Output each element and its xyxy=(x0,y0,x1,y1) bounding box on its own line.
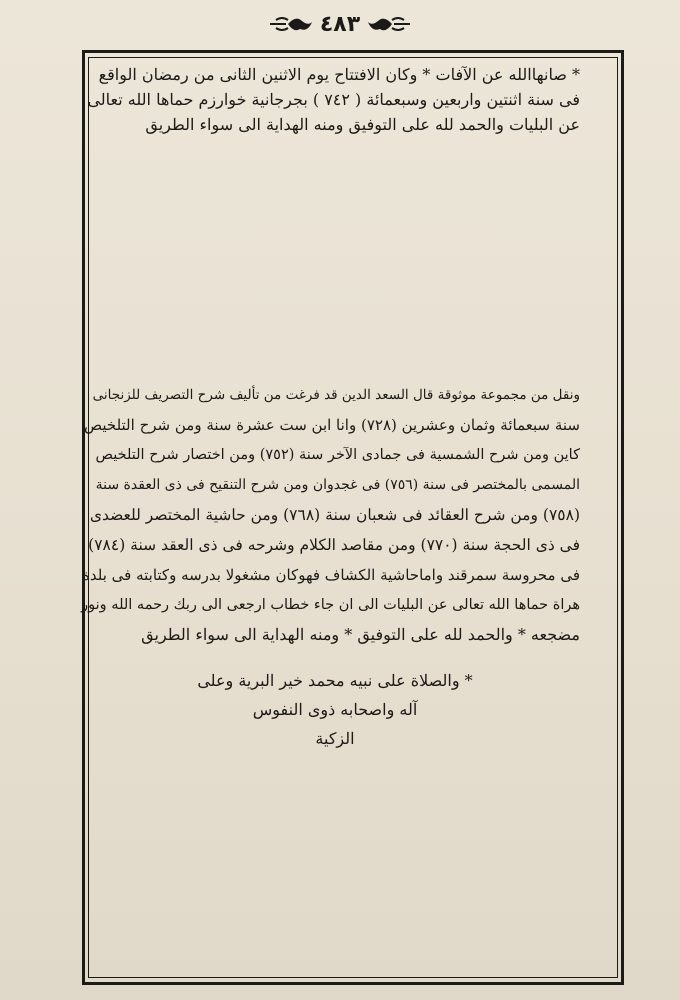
closing-paragraph xyxy=(100,666,570,753)
closing-line: الزكية xyxy=(315,729,355,748)
note-line: سنة سبعمائة وثمان وعشرين (٧٢٨) وانا ابن ست عشرة سنة ومن شرح التلخيص xyxy=(83,416,580,434)
closing-line: * والصلاة على نبيه محمد خير البرية وعلى xyxy=(197,671,473,690)
closing-line: آله واصحابه ذوى النفوس xyxy=(252,700,418,719)
note-line: (٧٥٨) ومن شرح العقائد فى شعبان سنة (٧٦٨) ومن حاشية المختصر للعضدى xyxy=(89,506,580,524)
note-line: كاين ومن شرح الشمسية فى جمادى الآخر سنة (٧٥٢) ومن اختصار شرح التلخيص xyxy=(95,447,580,463)
note-line: فى ذى الحجة سنة (٧٧٠) ومن مقاصد الكلام وشرحه فى ذى العقد سنة (٧٨٤) xyxy=(88,536,580,554)
right-ornament-icon xyxy=(366,14,412,34)
colophon-line: عن البليات والحمد لله على التوفيق ومنه الهداية الى سواء الطريق xyxy=(145,115,580,134)
note-line: ونقل من مجموعة موثوقة قال السعد الدين قد فرغت من تأليف شرح التصريف للزنجانى xyxy=(92,387,580,403)
note-line: فى محروسة سمرقند واماحاشية الكشاف فهوكان مشغولا بدرسه وكتابته فى بلدة xyxy=(82,566,580,584)
note-line: هراة حماها الله تعالى عن البليات الى ان جاء خطاب ارجعى الى ربك رحمه الله ونور xyxy=(81,597,580,613)
colophon-line: فى سنة اثنتين واربعين وسبعمائة ( ٧٤٢ ) بجرجانية خوارزم حماها الله تعالى xyxy=(87,90,580,109)
left-ornament-icon xyxy=(268,14,314,34)
note-line: مضجعه * والحمد لله على التوفيق * ومنه الهداية الى سواء الطريق xyxy=(141,625,580,644)
note-line: المسمى بالمختصر فى سنة (٧٥٦) فى غجدوان ومن شرح التنقيح فى ذى العقدة سنة xyxy=(95,477,580,493)
colophon-line: * صانهاالله عن الآفات * وكان الافتتاح يوم الاثنين الثانى من رمضان الواقع xyxy=(98,65,580,84)
note-paragraph xyxy=(80,380,580,650)
page-number: ٤٨٣ xyxy=(319,11,361,37)
colophon-paragraph xyxy=(80,62,580,137)
page-header xyxy=(0,6,680,42)
